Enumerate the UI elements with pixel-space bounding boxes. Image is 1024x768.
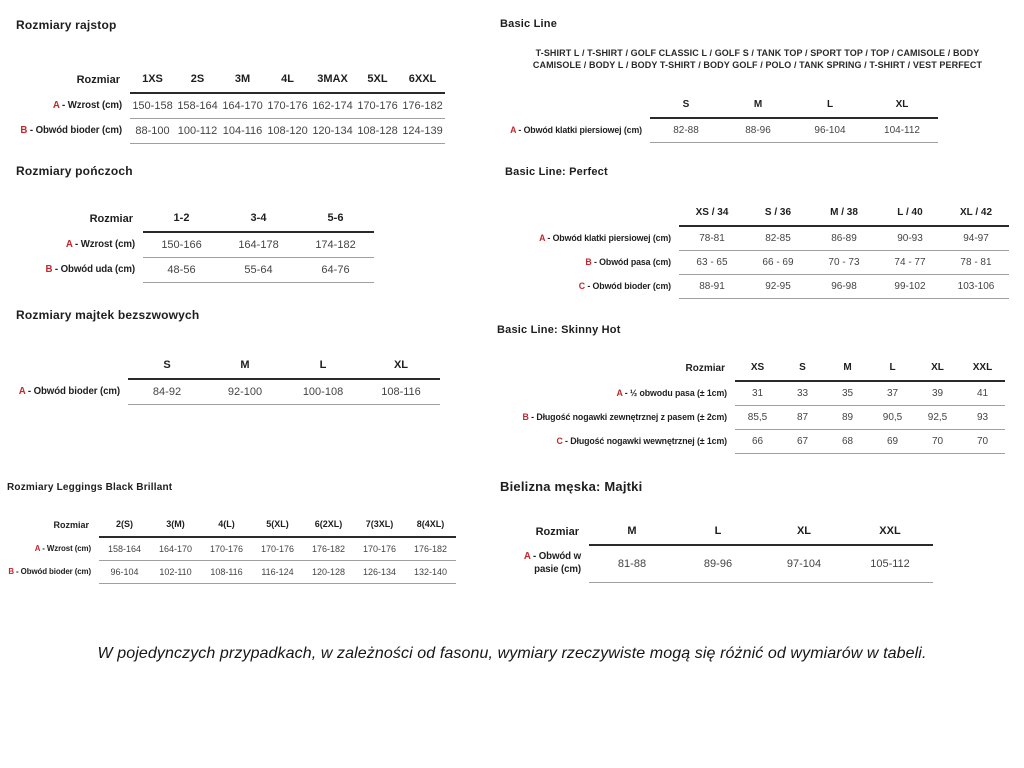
table-row <box>7 537 456 561</box>
cell-value: 158-164 <box>175 93 220 119</box>
section-majtki-meskie <box>500 480 933 583</box>
column-header: 5XL <box>355 73 400 93</box>
cell-value: 41 <box>960 381 1005 406</box>
table-corner-label: Rozmiar <box>76 73 120 86</box>
row-prefix: B <box>8 567 14 576</box>
column-header: L <box>870 362 915 381</box>
cell-value: 170-176 <box>354 537 405 561</box>
cell-value: 92-95 <box>745 274 811 298</box>
cell-value: 78-81 <box>679 226 745 251</box>
column-header: 4(L) <box>201 519 252 537</box>
row-prefix: B <box>45 264 53 276</box>
column-header: 2S <box>175 73 220 93</box>
cell-value: 82-88 <box>650 118 722 143</box>
column-header: XL <box>362 359 440 379</box>
row-label: A - Wzrost (cm) <box>65 239 135 251</box>
basic-line-product-list <box>500 47 1015 72</box>
table-row <box>497 226 1009 251</box>
cell-value: 170-176 <box>265 93 310 119</box>
row-label: A - ½ obwodu pasa (± 1cm) <box>616 387 727 398</box>
row-label: B - Obwód bioder (cm) <box>20 125 122 137</box>
cell-value: 108-116 <box>201 560 252 583</box>
column-header: XS / 34 <box>679 207 745 226</box>
column-header: 3(M) <box>150 519 201 537</box>
column-header: M <box>825 362 870 381</box>
table-corner-label: Rozmiar <box>53 519 89 530</box>
column-header: XL / 42 <box>943 207 1009 226</box>
row-label: A - Obwód klatki piersiowej (cm) <box>510 125 642 136</box>
cell-value: 68 <box>825 429 870 453</box>
row-label: A - Obwód klatki piersiowej (cm) <box>539 232 671 243</box>
table-corner-label <box>500 99 650 118</box>
cell-value: 104-112 <box>866 118 938 143</box>
cell-value: 63 - 65 <box>679 250 745 274</box>
column-header: L <box>794 99 866 118</box>
section-leggings <box>7 482 456 584</box>
cell-value: 39 <box>915 381 960 406</box>
cell-value: 176-182 <box>303 537 354 561</box>
size-table-rajstopy <box>16 73 445 144</box>
cell-value: 92-100 <box>206 379 284 405</box>
column-header: L <box>675 525 761 545</box>
column-header: XL <box>761 525 847 545</box>
row-label: B - Obwód uda (cm) <box>45 264 135 276</box>
cell-value: 108-120 <box>265 118 310 143</box>
row-prefix: C <box>556 436 563 447</box>
table-row <box>16 232 374 258</box>
cell-value: 33 <box>780 381 825 406</box>
table-corner-label <box>497 207 679 226</box>
section-title-majtki-meskie: Bielizna męska: Majtki <box>500 479 643 494</box>
cell-value: 67 <box>780 429 825 453</box>
section-ponczochy <box>16 165 374 283</box>
cell-value: 102-110 <box>150 560 201 583</box>
table-row <box>505 545 933 582</box>
cell-value: 103-106 <box>943 274 1009 298</box>
row-label: C - Obwód bioder (cm) <box>578 281 671 292</box>
column-header: M / 38 <box>811 207 877 226</box>
cell-value: 96-98 <box>811 274 877 298</box>
cell-value: 158-164 <box>99 537 150 561</box>
column-header: 1XS <box>130 73 175 93</box>
size-table-majtki-meskie <box>505 525 933 583</box>
cell-value: 35 <box>825 381 870 406</box>
cell-value: 132-140 <box>405 560 456 583</box>
section-perfect <box>497 166 1009 299</box>
cell-value: 120-128 <box>303 560 354 583</box>
column-header: M <box>722 99 794 118</box>
cell-value: 120-134 <box>310 118 355 143</box>
column-header: 5(XL) <box>252 519 303 537</box>
table-corner-label <box>16 359 128 379</box>
cell-value: 108-128 <box>355 118 400 143</box>
row-prefix: A <box>34 543 41 553</box>
row-prefix: B <box>585 257 592 268</box>
cell-value: 81-88 <box>589 545 675 582</box>
cell-value: 90-93 <box>877 226 943 251</box>
column-header: 3M <box>220 73 265 93</box>
cell-value: 70 <box>915 429 960 453</box>
table-row <box>16 118 445 143</box>
cell-value: 90,5 <box>870 405 915 429</box>
column-header: 2(S) <box>99 519 150 537</box>
cell-value: 70 <box>960 429 1005 453</box>
column-header: XL <box>866 99 938 118</box>
row-prefix: A <box>539 232 546 243</box>
row-prefix: A <box>616 387 623 398</box>
row-prefix: A <box>52 100 60 112</box>
row-label: C - Długość nogawki wewnętrznej (± 1cm) <box>556 436 727 447</box>
column-header: 3MAX <box>310 73 355 93</box>
column-header: L <box>284 359 362 379</box>
cell-value: 93 <box>960 405 1005 429</box>
cell-value: 100-108 <box>284 379 362 405</box>
cell-value: 99-102 <box>877 274 943 298</box>
cell-value: 69 <box>870 429 915 453</box>
cell-value: 150-158 <box>130 93 175 119</box>
table-row <box>7 560 456 583</box>
row-prefix: C <box>578 281 586 292</box>
cell-value: 96-104 <box>99 560 150 583</box>
size-table-basic-line <box>500 99 938 143</box>
cell-value: 105-112 <box>847 545 933 582</box>
section-rajstopy <box>16 19 445 144</box>
cell-value: 170-176 <box>355 93 400 119</box>
cell-value: 124-139 <box>400 118 445 143</box>
table-row <box>497 429 1005 453</box>
cell-value: 85,5 <box>735 405 780 429</box>
section-title-basic-line: Basic Line <box>500 18 558 30</box>
column-header: 7(3XL) <box>354 519 405 537</box>
row-label: A - Wzrost (cm) <box>52 100 122 112</box>
cell-value: 89-96 <box>675 545 761 582</box>
row-label: B - Obwód pasa (cm) <box>585 257 671 268</box>
cell-value: 82-85 <box>745 226 811 251</box>
row-label: B - Długość nogawki zewnętrznej z pasem (± 2cm) <box>522 412 727 423</box>
section-skinny-hot <box>497 324 1005 454</box>
section-title-perfect: Basic Line: Perfect <box>505 166 608 178</box>
column-header: XXL <box>847 525 933 545</box>
cell-value: 66 <box>735 429 780 453</box>
cell-value: 87 <box>780 405 825 429</box>
cell-value: 66 - 69 <box>745 250 811 274</box>
cell-value: 78 - 81 <box>943 250 1009 274</box>
cell-value: 74 - 77 <box>877 250 943 274</box>
table-row <box>497 250 1009 274</box>
section-title-rajstopy: Rozmiary rajstop <box>16 18 117 32</box>
cell-value: 31 <box>735 381 780 406</box>
cell-value: 164-170 <box>150 537 201 561</box>
cell-value: 176-182 <box>405 537 456 561</box>
cell-value: 64-76 <box>297 257 374 282</box>
column-header: 3-4 <box>220 212 297 232</box>
cell-value: 88-91 <box>679 274 745 298</box>
cell-value: 88-100 <box>130 118 175 143</box>
column-header: S / 36 <box>745 207 811 226</box>
column-header: L / 40 <box>877 207 943 226</box>
section-title-majtki-bezszwowe: Rozmiary majtek bezszwowych <box>16 308 200 322</box>
cell-value: 164-178 <box>220 232 297 258</box>
cell-value: 55-64 <box>220 257 297 282</box>
cell-value: 164-170 <box>220 93 265 119</box>
cell-value: 89 <box>825 405 870 429</box>
column-header: XL <box>915 362 960 381</box>
column-header: S <box>128 359 206 379</box>
cell-value: 174-182 <box>297 232 374 258</box>
table-row <box>16 257 374 282</box>
table-corner-label: Rozmiar <box>89 212 133 225</box>
column-header: 5-6 <box>297 212 374 232</box>
cell-value: 100-112 <box>175 118 220 143</box>
table-row <box>16 93 445 119</box>
column-header: XS <box>735 362 780 381</box>
column-header: 1-2 <box>143 212 220 232</box>
column-header: XXL <box>960 362 1005 381</box>
cell-value: 170-176 <box>252 537 303 561</box>
column-header: 8(4XL) <box>405 519 456 537</box>
column-header: 6(2XL) <box>303 519 354 537</box>
cell-value: 162-174 <box>310 93 355 119</box>
row-prefix: B <box>20 125 28 137</box>
cell-value: 116-124 <box>252 560 303 583</box>
size-table-ponczochy <box>16 212 374 283</box>
size-table-skinny-hot <box>497 362 1005 454</box>
cell-value: 104-116 <box>220 118 265 143</box>
row-label: A - Wzrost (cm) <box>34 543 91 553</box>
section-majtki-bezszwowe <box>16 309 440 405</box>
cell-value: 94-97 <box>943 226 1009 251</box>
row-label: A - Obwód bioder (cm) <box>18 386 120 398</box>
column-header: S <box>780 362 825 381</box>
cell-value: 92,5 <box>915 405 960 429</box>
row-prefix: B <box>522 412 529 423</box>
column-header: 6XXL <box>400 73 445 93</box>
cell-value: 37 <box>870 381 915 406</box>
cell-value: 48-56 <box>143 257 220 282</box>
cell-value: 86-89 <box>811 226 877 251</box>
cell-value: 96-104 <box>794 118 866 143</box>
row-prefix: A <box>510 125 517 136</box>
product-list-line-1: T-SHIRT L / T-SHIRT / GOLF CLASSIC L / GOLF S / TANK TOP / SPORT TOP / TOP / CAMISOLE / BODY <box>535 47 980 58</box>
cell-value: 108-116 <box>362 379 440 405</box>
table-corner-label: Rozmiar <box>535 525 579 538</box>
row-prefix: A <box>523 550 531 562</box>
column-header: 4L <box>265 73 310 93</box>
column-header: M <box>589 525 675 545</box>
row-prefix: A <box>65 239 73 251</box>
cell-value: 97-104 <box>761 545 847 582</box>
column-header: M <box>206 359 284 379</box>
cell-value: 170-176 <box>201 537 252 561</box>
size-table-leggings <box>7 519 456 584</box>
table-row <box>497 381 1005 406</box>
row-label: B - Obwód bioder (cm) <box>8 567 91 576</box>
footnote: W pojedynczych przypadkach, w zależności od fasonu, wymiary rzeczywiste mogą się różnić od wymiarów w tabeli. <box>97 645 927 662</box>
cell-value: 150-166 <box>143 232 220 258</box>
table-row <box>497 274 1009 298</box>
section-title-skinny-hot: Basic Line: Skinny Hot <box>497 324 621 336</box>
cell-value: 88-96 <box>722 118 794 143</box>
row-label: A - Obwód w pasie (cm) <box>523 550 581 575</box>
cell-value: 70 - 73 <box>811 250 877 274</box>
cell-value: 176-182 <box>400 93 445 119</box>
section-basic-line <box>500 18 1015 143</box>
size-table-majtki-bezszwowe <box>16 359 440 405</box>
product-list-line-2: CAMISOLE / BODY L / BODY T-SHIRT / BODY GOLF / POLO / TANK SPRING / T-SHIRT / VEST PERFECT <box>532 60 983 71</box>
table-corner-label: Rozmiar <box>685 362 725 374</box>
cell-value: 84-92 <box>128 379 206 405</box>
table-row <box>16 379 440 405</box>
section-title-ponczochy: Rozmiary pończoch <box>16 164 133 178</box>
table-row <box>497 405 1005 429</box>
column-header: S <box>650 99 722 118</box>
cell-value: 126-134 <box>354 560 405 583</box>
section-title-leggings: Rozmiary Leggings Black Brillant <box>7 482 173 493</box>
row-prefix: A <box>18 386 26 398</box>
table-row <box>500 118 938 143</box>
size-table-perfect <box>497 207 1009 299</box>
